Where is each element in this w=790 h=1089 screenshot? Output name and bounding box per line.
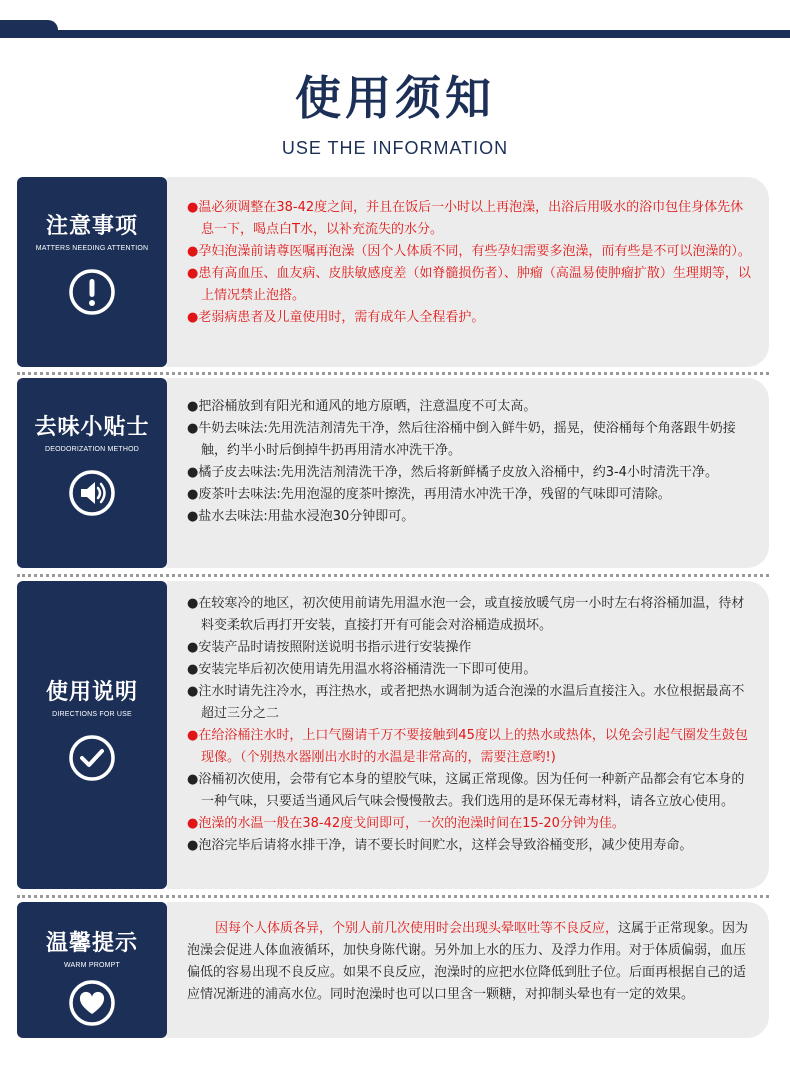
list-item: ●牛奶去味法:先用洗洁剂清先干净，然后往浴桶中倒入鲜牛奶，摇晃，使浴桶每个角落跟牛奶接触，约半小时后倒掉牛扔再用清水冲洗干净。 [187,421,736,458]
section-title: 使用说明 [45,680,138,705]
section-title: 去味小贴士 [34,415,150,440]
list-item: ●在给浴桶注水时，上口气圈请千万不要接触到45度以上的热水或热体，以免会引起气圈发生鼓包现像。（个别热水器刚出水时的水温是非常高的，需要注意哟!) [187,728,748,765]
section-subtitle: MATTERS NEEDING ATTENTION [35,245,149,252]
list-item: ●注水时请先注冷水，再注热水，或者把热水调制为适合泡澡的水温后直接注入。水位根据最高不超过三分之二 [187,684,745,721]
warm-prompt-paragraph [187,918,753,1006]
list-item: ●盐水去味法:用盐水浸泡30分钟即可。 [187,509,415,524]
section-label-panel [17,581,167,889]
section-deodorization [17,378,769,568]
list-item: ●安装产品时请按照附送说明书指示进行安装操作 [187,640,472,655]
checkmark-circle-icon [68,734,116,782]
section-attention [17,177,769,367]
dotted-divider [17,372,769,375]
list-item: ●浴桶初次使用，会带有它本身的望胶气味，这属正常现像。因为任何一种新产品都会有它本身的一种气味，只要适当通风后气味会慢慢散去。我们选用的是环保无毒材料，请各立放心使用。 [187,772,745,809]
section-title: 注意事项 [45,214,138,239]
list-item: ●在较寒冷的地区，初次使用前请先用温水泡一会，或直接放暖气房一小时左右将浴桶加温，待材料变柔软后再打开安装，直接打开有可能会对浴桶造成损坏。 [187,596,745,633]
section-label-panel [17,177,167,367]
list-item: ●泡浴完毕后请将水排干净，请不要长时间贮水，这样会导致浴桶变形，减少使用寿命。 [187,838,693,853]
list-item: ●橘子皮去味法:先用洗洁剂清洗干净，然后将新鲜橘子皮放入浴桶中，约3-4小时清洗干净。 [187,465,718,480]
warm-prompt-highlight: 因每个人体质各异，个别人前几次使用时会出现头晕呕吐等不良反应， [215,921,619,936]
section-content-panel [167,177,769,367]
list-item: ●温必须调整在38-42度之间，并且在饭后一小时以上再泡澡，出浴后用吸水的浴巾包住身体先休息一下，喝点白T水，以补充流失的水分。 [187,200,744,237]
section-subtitle: DEODORIZATION METHOD [44,446,140,453]
dotted-divider [17,574,769,577]
list-item: ●泡澡的水温一般在38-42度戈间即可，一次的泡澡时间在15-20分钟为佳。 [187,816,625,831]
list-item: ●把浴桶放到有阳光和通风的地方原晒，注意温度不可太高。 [187,399,537,414]
section-content-panel [167,378,769,568]
section-label-panel [17,902,167,1038]
list-item: ●老弱病患者及儿童使用时，需有成年人全程看护。 [187,310,485,325]
section-subtitle: DIRECTIONS FOR USE [52,711,132,718]
section-warm-prompt [17,902,769,1038]
dotted-divider [17,895,769,898]
list-item: ●安装完毕后初次使用请先用温水将浴桶清洗一下即可使用。 [187,662,537,677]
speaker-icon [68,469,116,517]
section-content-panel [167,581,769,889]
page-title: 使用须知 [295,71,495,125]
section-content-panel [167,902,769,1038]
exclamation-circle-icon [68,268,116,316]
list-item: ●患有高血压、血友病、皮肤敏感度差（如脊髓损伤者）、肿瘤（高温易使肿瘤扩散）生理期等，以上情况禁止泡搭。 [187,266,751,303]
warm-prompt-text: 这属于正常现象。因为泡澡会促进人体血液循环，加快身陈代谢。另外加上水的压力、及浮力作用。对于体质偏弱，血压偏低的容易出现不良反应。如果不良反应，泡澡时的应把水位降低到肚子位。后面再根据自己的适应情况渐进的浦高水位。同时泡澡时也可以口里含一颗糖，对抑制头晕也有一定的效果。 [187,921,749,1002]
section-title: 温馨提示 [45,931,138,956]
list-item: ●孕妇泡澡前请尊医嘱再泡澡（因个人体质不同，有些孕妇需要多泡澡，而有些是不可以泡澡的）。 [187,244,751,259]
page-subtitle: USE THE INFORMATION [281,138,509,158]
section-label-panel [17,378,167,568]
section-directions [17,581,769,889]
section-subtitle: WARM PROMPT [64,962,120,969]
heart-circle-icon [68,979,116,1027]
top-bar [0,30,790,38]
list-item: ●废茶叶去味法:先用泡湿的度茶叶擦洗，再用清水冲洗干净，残留的气味即可清除。 [187,487,671,502]
